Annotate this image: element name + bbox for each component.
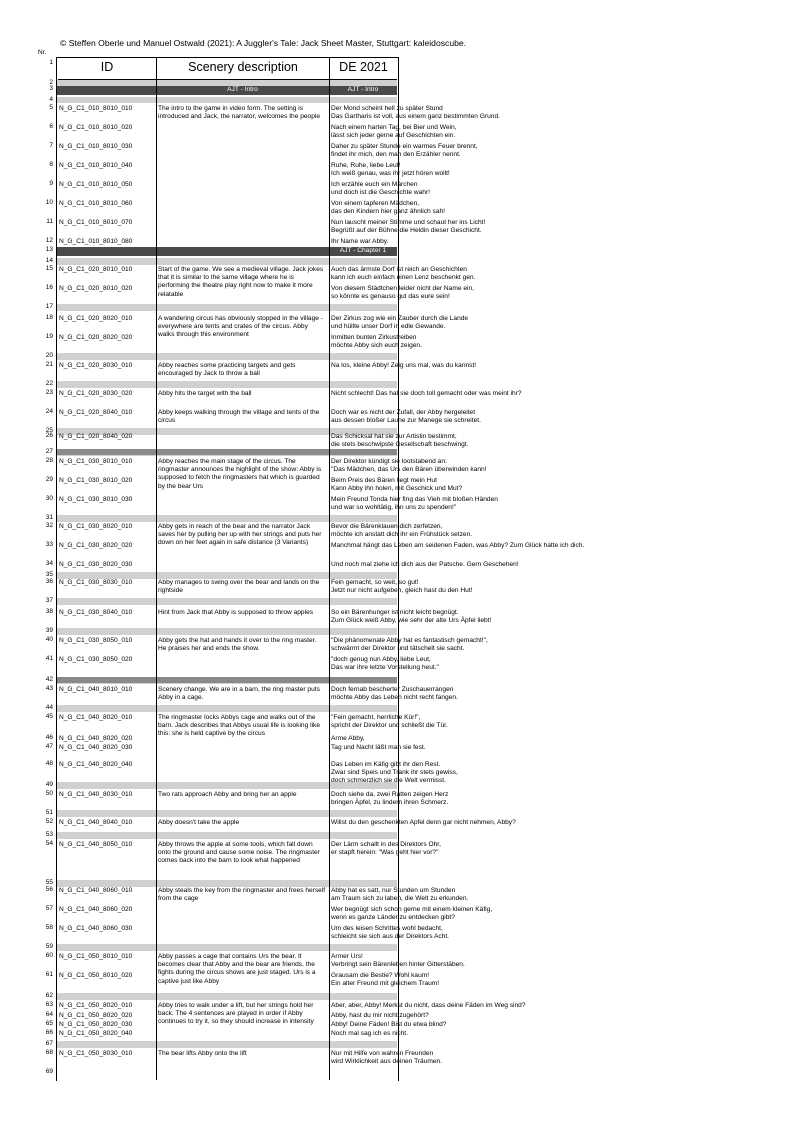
row-number: 1	[49, 59, 53, 66]
section-label: AJT - Intro	[347, 86, 379, 93]
german-text: "doch genug nun Abby, liebe Leut, Das war ihre letzte Vorstellung heut."	[331, 656, 439, 672]
row-id: N_G_C1_010_8010_030	[59, 143, 133, 150]
german-text: Abby hat es satt, nur Stunden um Stunden am Traum sich zu laben, die Welt zu erkunden.	[331, 887, 469, 903]
row-number: 37	[45, 597, 53, 604]
row-number: 7	[49, 142, 53, 149]
german-text: Das Schicksal hat sie zur Artistin bestimmt, die stets beschwipste Gesellschaft beschwingt.	[331, 433, 469, 449]
row-id: N_G_C1_050_8020_040	[59, 1030, 133, 1037]
row-number: 53	[45, 831, 53, 838]
row-id: N_G_C1_030_8050_010	[59, 637, 133, 644]
row-id: N_G_C1_030_8020_030	[59, 561, 133, 568]
german-text: Beim Preis des Bären liegt mein Hut Kann Abby ihn holen, mit Geschick und Mut?	[331, 477, 463, 493]
row-id: N_G_C1_030_8030_010	[59, 579, 133, 586]
scenery-description: Abby reaches some practicing targets and gets encouraged by Jack to throw a ball	[158, 362, 296, 378]
german-text: Armer Urs! Verbringt sein Bärenleben hinter Gitterstäben.	[331, 953, 465, 969]
german-text: Von diesem Städtchen leider nicht der Name ein, so könnte es genauso gut das eure sein!	[331, 285, 474, 301]
row-number: 10	[45, 199, 53, 206]
row-id: N_G_C1_040_8020_040	[59, 761, 133, 768]
row-number: 46	[45, 734, 53, 741]
row-number: 14	[45, 257, 53, 264]
german-text: Manchmal hängt das Leben am seidenen Faden, was Abby? Zum Glück hatte ich dich.	[331, 542, 585, 549]
row-number: 62	[45, 992, 53, 999]
row-id: N_G_C1_020_8020_010	[59, 315, 133, 322]
scenery-description: Hint from Jack that Abby is supposed to throw apples	[158, 609, 314, 616]
row-number: 3	[49, 85, 53, 92]
scenery-description: Abby reaches the main stage of the circus. The ringmaster announces the highlight of the show: Abby is supposed to fetch the ringmasters hat which is guarded by the bear Urs	[158, 458, 322, 490]
row-number: 63	[45, 1001, 53, 1008]
row-id: N_G_C1_020_8010_010	[59, 266, 133, 273]
german-text: Nun lauscht meiner Stimme und schaut her ins Licht! Begrüßt auf der Bühne die Heldin dieser Geschicht.	[331, 219, 486, 235]
row-id: N_G_C1_010_8010_080	[59, 238, 133, 245]
german-text: Abby! Deine Fäden! Bist du etwa blind?	[331, 1021, 447, 1028]
row-number: 27	[45, 448, 53, 455]
row-number: 9	[49, 180, 53, 187]
row-number: 35	[45, 571, 53, 578]
row-id: N_G_C1_050_8020_030	[59, 1021, 133, 1028]
german-text: Ich erzähle euch ein Märchen und doch ist die Geschichte wahr!	[331, 181, 430, 197]
row-number: 54	[45, 840, 53, 847]
row-number: 59	[45, 943, 53, 950]
german-text: Ruhe, Ruhe, liebe Leut! Ich weiß genau, was ihr jetzt hören wollt!	[331, 162, 450, 178]
row-id: N_G_C1_050_8010_020	[59, 972, 133, 979]
row-id: N_G_C1_020_8030_020	[59, 390, 133, 397]
scenery-description: The ringmaster locks Abbys cage and walks out of the barn. Jack describes that Abbys usual life is looking like this: she is held captive by the circus	[158, 714, 320, 738]
german-text: Doch siehe da, zwei Ratten zeigen Herz bringen Äpfel, zu lindern ihren Schmerz.	[331, 791, 449, 807]
german-text: Ihr Name war Abby.	[331, 238, 389, 245]
scenery-description: Abby tries to walk under a lift, but her strings hold her back. The 4 sentences are played in order if Abby continues to try it, so they should increase in intensity	[158, 1002, 314, 1026]
row-id: N_G_C1_030_8040_010	[59, 609, 133, 616]
row-number: 11	[46, 218, 53, 225]
row-id: N_G_C1_040_8060_020	[59, 906, 133, 913]
row-number: 42	[45, 676, 53, 683]
german-text: Wer begnügt sich schon gerne mit einem kleinen Käfig, wenn es ganze Länder zu entdecken gibt?	[331, 906, 493, 922]
german-text: Willst du den geschenkten Apfel denn gar nicht nehmen, Abby?	[331, 819, 516, 826]
row-number: 58	[45, 924, 53, 931]
row-number: 49	[45, 781, 53, 788]
scenery-description: Abby manages to swing over the bear and lands on the rightside	[158, 579, 320, 595]
german-text: Der Mond scheint hell zu später Stund Das Gartharis ist voll, aus einem ganz bestimmten Grund.	[331, 105, 500, 121]
german-text: Von einem tapferen Mädchen, das den Kindern hier ganz ähnlich sah!	[331, 200, 446, 216]
row-id: N_G_C1_040_8040_010	[59, 819, 133, 826]
row-number: 6	[49, 123, 53, 130]
german-text: Und noch mal ziehe ich dich aus der Patsche. Gern Geschehen!	[331, 561, 519, 568]
row-id: N_G_C1_030_8010_010	[59, 458, 133, 465]
german-text: Nach einem harten Tag, bei Bier und Wein, lässt sich jeder gerne auf Geschichten ein.	[331, 124, 457, 140]
row-number: 29	[45, 476, 53, 483]
german-text: So ein Bärenhunger ist nicht leicht begnügt. Zum Glück weiß Abby, wie sehr der alte Urs Äpfel liebt!	[331, 609, 492, 625]
scenery-description: Start of the game. We see a medieval village. Jack jokes that it is similar to the same village where he is performing the theatre play right now to make it more relatable	[158, 266, 324, 298]
column-header-de-2021: DE 2021	[330, 57, 397, 80]
row-number: 34	[45, 560, 53, 567]
scenery-description: Abby steals the key from the ringmaster and frees herself from the cage	[158, 887, 326, 903]
row-number: 5	[49, 104, 53, 111]
row-number: 50	[45, 790, 53, 797]
row-number: 25	[45, 427, 53, 434]
german-text: Der Lärm schallt in des Direktors Ohr, er stapft herein: "Was geht hier vor?"	[331, 841, 441, 857]
row-number: 38	[45, 608, 53, 615]
german-text: Nicht schlecht! Das hat sie doch toll gemacht oder was meint ihr?	[331, 390, 522, 397]
row-number: 33	[45, 541, 53, 548]
german-text: Mein Freund Tonda hier fing das Vieh mit bloßen Händen und war so wohltätig, ihn uns zu spenden!"	[331, 496, 498, 512]
section-label: AJT - Intro	[227, 86, 258, 93]
row-id: N_G_C1_040_8010_010	[59, 686, 133, 693]
row-number: 12	[45, 237, 53, 244]
row-id: N_G_C1_030_8010_030	[59, 496, 133, 503]
row-id: N_G_C1_050_8010_010	[59, 953, 133, 960]
german-text: Arme Abby,	[331, 735, 365, 742]
row-number: 2	[49, 79, 53, 86]
row-id: N_G_C1_040_8050_010	[59, 841, 133, 848]
row-number: 8	[49, 161, 53, 168]
scenery-description: Abby gets in reach of the bear and the narrator Jack saves her by pulling her up with her strings and puts her down on her feet again in safe distance (3 Variants)	[158, 523, 322, 547]
row-number: 17	[45, 303, 53, 310]
row-number: 60	[45, 952, 53, 959]
row-number: 67	[45, 1040, 53, 1047]
column-divider	[156, 57, 157, 1080]
column-header-description: Scenery description	[157, 57, 329, 80]
row-number: 69	[45, 1068, 53, 1075]
german-text: Der Direktor kündigt sie lootstabend an: "Das Mädchen, das Urs den Bären überwinden kann!	[331, 458, 487, 474]
row-number-label: Nr.	[38, 49, 47, 56]
row-id: N_G_C1_050_8020_020	[59, 1012, 133, 1019]
row-number: 39	[45, 627, 53, 634]
row-id: N_G_C1_040_8020_020	[59, 735, 133, 742]
german-text: Das Leben im Käfig gibt ihr den Rest. Zwar sind Speis und Trank ihr stets gewiss, doch schmerzlich sie die Welt vermisst.	[331, 761, 458, 785]
scenery-description: Abby throws the apple at some tools, which fall down onto the ground and cause some noise. The ringmaster comes back into the barn to look what happened	[158, 841, 320, 865]
row-number: 24	[45, 408, 53, 415]
row-id: N_G_C1_050_8020_010	[59, 1002, 133, 1009]
german-text: Der Zirkus zog wie ein Zauber durch die Lande und hüllte unser Dorf in edle Gewande.	[331, 315, 469, 331]
row-id: N_G_C1_030_8050_020	[59, 656, 133, 663]
row-id: N_G_C1_040_8020_030	[59, 744, 133, 751]
row-id: N_G_C1_020_8040_020	[59, 433, 133, 440]
german-text: Auch das ärmste Dorf ist reich an Geschichten kann ich euch einfach einen Lenz beschenkt gen.	[331, 266, 476, 282]
row-number: 48	[45, 760, 53, 767]
row-number: 30	[45, 495, 53, 502]
scenery-description: Abby keeps walking through the village and tents of the circus	[158, 409, 320, 425]
row-number: 66	[45, 1029, 53, 1036]
row-id: N_G_C1_030_8020_020	[59, 542, 133, 549]
german-text: "Fein gemacht, herrliche Kür!", spricht der Direktor und schließt die Tür.	[331, 714, 448, 730]
row-number: 18	[45, 314, 53, 321]
german-text: Doch fernab bescherter Zuschauerrangen möchte Abby das Leben nicht recht fangen.	[331, 686, 458, 702]
row-number: 16	[45, 284, 53, 291]
row-number: 13	[45, 246, 53, 253]
row-id: N_G_C1_040_8060_010	[59, 887, 133, 894]
row-id: N_G_C1_020_8040_010	[59, 409, 133, 416]
german-text: Noch mal sag ich es nicht.	[331, 1030, 408, 1037]
row-id: N_G_C1_020_8020_020	[59, 334, 133, 341]
scenery-description: Two rats approach Abby and bring her an apple	[158, 791, 297, 798]
german-text: Abby, hast du mir nicht zugehört?	[331, 1012, 429, 1019]
german-text: Grausam die Bestie? Wohl kaum! Ein alter Freund mit gleichem Traum!	[331, 972, 440, 988]
german-text: Tag und Nacht läßt man sie fest.	[331, 744, 426, 751]
row-number: 26	[45, 432, 53, 439]
row-number: 40	[45, 636, 53, 643]
row-id: N_G_C1_010_8010_040	[59, 162, 133, 169]
row-number: 19	[45, 333, 53, 340]
row-number: 65	[45, 1020, 53, 1027]
scenery-description: The intro to the game in video form. The setting is introduced and Jack, the narrator, welcomes the people	[158, 105, 321, 121]
row-id: N_G_C1_040_8030_010	[59, 791, 133, 798]
row-number: 41	[45, 655, 53, 662]
row-id: N_G_C1_050_8030_010	[59, 1050, 133, 1057]
german-text: Na los, kleine Abby! Zeig uns mal, was du kannst!	[331, 362, 477, 369]
scenery-description: Abby passes a cage that contains Urs the bear. It becomes clear that Abby and the bear are friends, the fights during the circus shows are just staged. Urs is a captive just like Abby	[158, 953, 316, 985]
column-divider	[329, 57, 330, 1080]
german-text: Aber, aber, Abby! Merkst du nicht, dass deine Fäden im Weg sind?	[331, 1002, 526, 1009]
row-number: 55	[45, 879, 53, 886]
row-number: 64	[45, 1011, 53, 1018]
row-number: 36	[45, 578, 53, 585]
row-id: N_G_C1_040_8020_010	[59, 714, 133, 721]
scenery-description: Abby gets the hat and hands it over to the ring master. He praises her and ends the show.	[158, 637, 317, 653]
row-number: 4	[49, 96, 53, 103]
row-number: 56	[45, 886, 53, 893]
row-number: 57	[45, 905, 53, 912]
row-id: N_G_C1_030_8020_010	[59, 523, 133, 530]
row-number: 22	[45, 380, 53, 387]
copyright-notice: © Steffen Oberle und Manuel Ostwald (2021): A Juggler's Tale: Jack Sheet Master, Stuttgart: kaleidoscube.	[60, 38, 467, 48]
german-text: Inmitten bunten Zirkustreiben möchte Abby sich euch zeigen.	[331, 334, 422, 350]
row-id: N_G_C1_030_8010_020	[59, 477, 133, 484]
german-text: Daher zu später Stunde ein warmes Feuer brennt, findet ihr mich, den man den Erzähler nennt.	[331, 143, 478, 159]
row-id: N_G_C1_010_8010_020	[59, 124, 133, 131]
section-label: AJT - Chapter 1	[339, 247, 387, 254]
row-id: N_G_C1_010_8010_060	[59, 200, 133, 207]
row-id: N_G_C1_010_8010_070	[59, 219, 133, 226]
row-id: N_G_C1_020_8030_010	[59, 362, 133, 369]
german-text: "Die phänomenale Abby hat es fantastisch gemacht!", schwärmt der Direktor und tätschelt sie sacht.	[331, 637, 488, 653]
german-text: Nur mit Hilfe von wahren Freunden wird Wirklichkeit aus deinen Träumen.	[331, 1050, 443, 1066]
german-text: Bevor die Bärenklauen dich zerfetzen, möchte ich anstatt dich ihr ein Frühstück setzen.	[331, 523, 473, 539]
row-number: 43	[45, 685, 53, 692]
row-number: 20	[45, 352, 53, 359]
scenery-description: Scenery change. We are in a barn, the ring master puts Abby in a cage.	[158, 686, 320, 702]
row-number: 44	[45, 704, 53, 711]
row-number: 21	[45, 361, 53, 368]
german-text: Doch war es nicht der Zufall, der Abby hergeleitet aus dessen bloßer Laune zur Manege sie schreitet.	[331, 409, 481, 425]
scenery-description: A wandering circus has obviously stopped in the village - everywhere are tents and crates of the circus. Abby walks through this environment	[158, 315, 323, 339]
column-header-id: ID	[58, 57, 156, 80]
row-number: 23	[45, 389, 53, 396]
row-id: N_G_C1_020_8010_020	[59, 285, 133, 292]
row-number: 47	[45, 743, 53, 750]
scenery-description: Abby doesn't take the apple	[158, 819, 240, 826]
row-number: 61	[45, 971, 53, 978]
row-number: 32	[45, 522, 53, 529]
row-number: 15	[45, 265, 53, 272]
row-number: 28	[45, 457, 53, 464]
row-id: N_G_C1_040_8060_030	[59, 925, 133, 932]
row-number: 45	[45, 713, 53, 720]
row-id: N_G_C1_010_8010_010	[59, 105, 133, 112]
scenery-description: The bear lifts Abby onto the lift	[158, 1050, 247, 1057]
row-number: 51	[45, 809, 53, 816]
scenery-description: Abby hits the target with the ball	[158, 390, 252, 397]
row-id: N_G_C1_010_8010_050	[59, 181, 133, 188]
german-text: Um des leisen Schrittes wohl bedacht, schleicht sie sich aus der Direktors Acht.	[331, 925, 450, 941]
german-text: Fein gemacht, so weit, so gut! Jetzt nur nicht aufgeben, gleich hast du den Hut!	[331, 579, 473, 595]
row-number: 52	[45, 818, 53, 825]
row-number: 31	[45, 514, 53, 521]
row-number: 68	[45, 1049, 53, 1056]
